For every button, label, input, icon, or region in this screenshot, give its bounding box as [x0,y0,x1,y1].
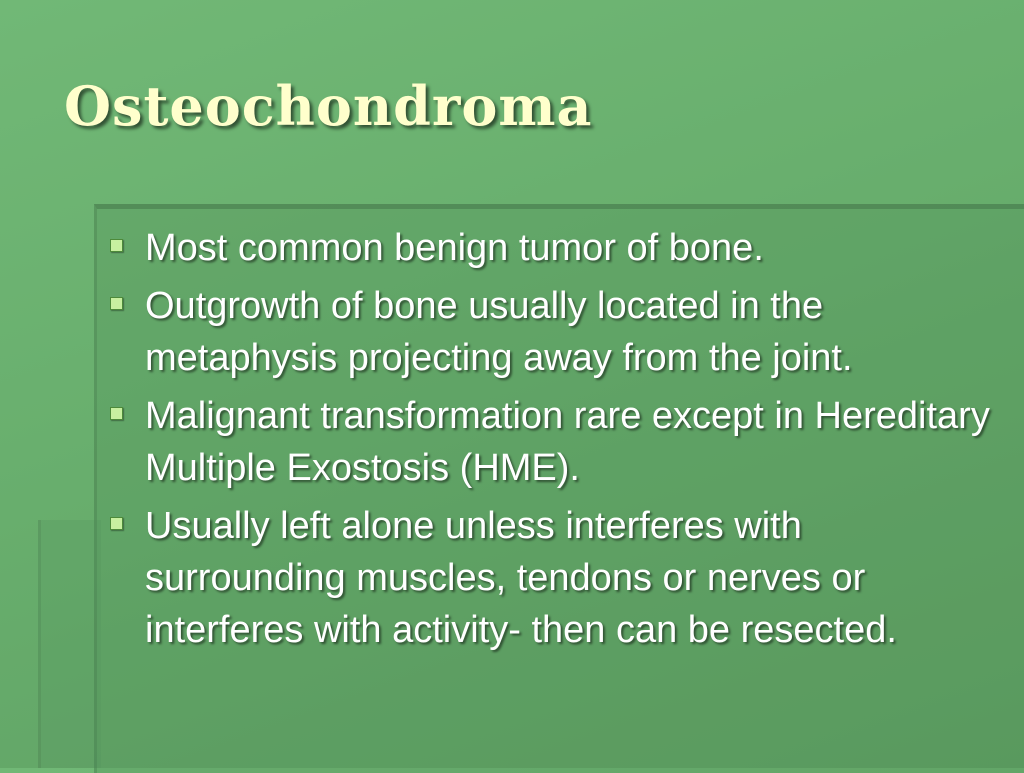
background-panel-accent [38,520,101,768]
square-bullet-icon [110,407,123,420]
slide-title: Osteochondroma [64,74,593,138]
bullet-text: Most common benign tumor of bone. [145,227,764,269]
square-bullet-icon [110,297,123,310]
bullet-item [108,500,998,656]
bullet-item [108,222,998,274]
square-bullet-icon [110,239,123,252]
bullet-text: Usually left alone unless interferes with surrounding muscles, tendons or nerves or interferes with activity- then can be resected. [145,505,897,651]
bullet-text: Malignant transformation rare except in Hereditary Multiple Exostosis (HME). [145,395,990,489]
bullet-item [108,390,998,494]
bullet-item [108,280,998,384]
bullet-list [108,222,998,662]
bullet-text: Outgrowth of bone usually located in the metaphysis projecting away from the joint. [145,285,853,379]
square-bullet-icon [110,517,123,530]
